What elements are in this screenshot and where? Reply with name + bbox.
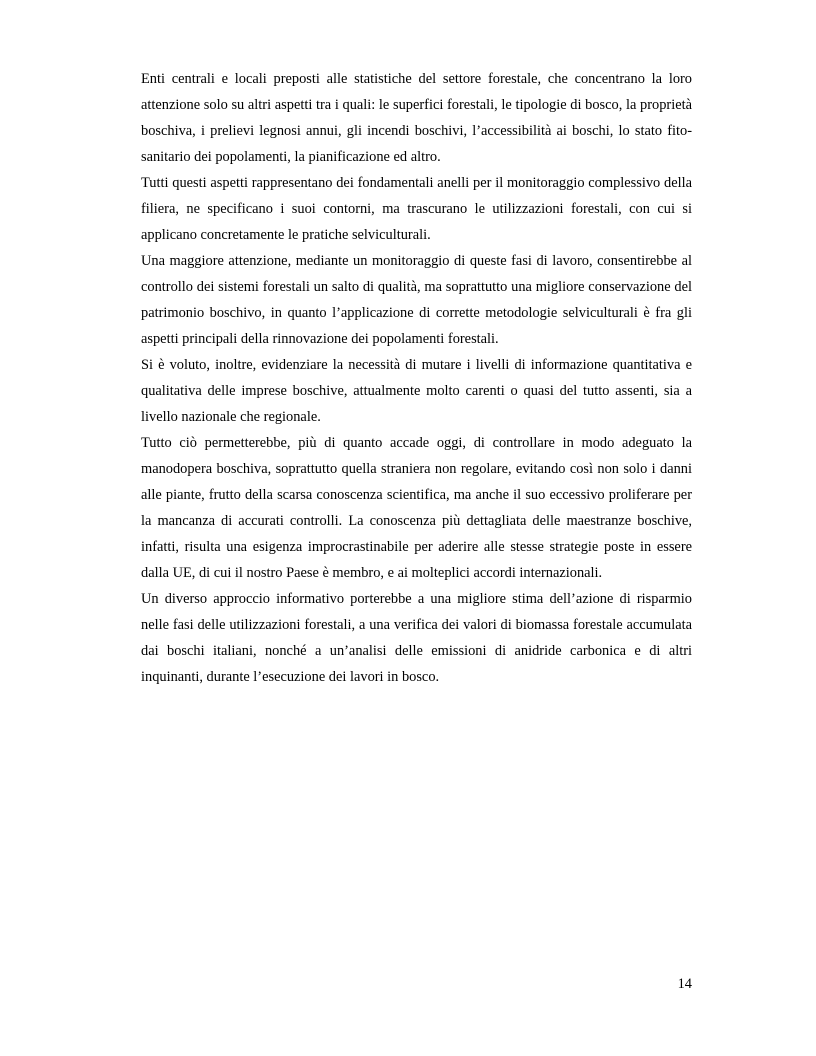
paragraph-1: Enti centrali e locali preposti alle statistiche del settore forestale, che concentrano la loro attenzione solo su altri aspetti tra i quali: le superfici forestali, le tipologie di bosco, la proprietà boschiva, i prelievi legnosi annui, gli incendi boschivi, l’accessibilità ai boschi, lo stato fito-sanitario dei popolamenti, la pianificazione ed altro. — [141, 71, 692, 165]
page-body — [141, 66, 692, 690]
paragraph-6: Un diverso approccio informativo porterebbe a una migliore stima dell’azione di risparmio nelle fasi delle utilizzazioni forestali, a una verifica dei valori di biomassa forestale accumulata dai boschi italiani, nonché a un’analisi delle emissioni di anidride carbonica e di altri inquinanti, durante l’esecuzione dei lavori in bosco. — [141, 591, 692, 685]
paragraph-3: Una maggiore attenzione, mediante un monitoraggio di queste fasi di lavoro, consentirebbe al controllo dei sistemi forestali un salto di qualità, ma soprattutto una migliore conservazione del patrimonio boschivo, in quanto l’applicazione di corrette metodologie selviculturali è fra gli aspetti principali della rinnovazione dei popolamenti forestali. — [141, 253, 692, 347]
page-number: 14 — [677, 976, 692, 992]
paragraph-2: Tutti questi aspetti rappresentano dei fondamentali anelli per il monitoraggio complessivo della filiera, ne specificano i suoi contorni, ma trascurano le utilizzazioni forestali, con cui si applicano concretamente le pratiche selviculturali. — [141, 175, 692, 243]
paragraph-5: Tutto ciò permetterebbe, più di quanto accade oggi, di controllare in modo adeguato la manodopera boschiva, soprattutto quella straniera non regolare, evitando così non solo i danni alle piante, frutto della scarsa conoscenza scientifica, ma anche il suo eccessivo proliferare per la mancanza di accurati controlli. La conoscenza più dettagliata delle maestranze boschive, infatti, risulta una esigenza improcrastinabile per aderire alle stesse strategie poste in essere dalla UE, di cui il nostro Paese è membro, e ai molteplici accordi internazionali. — [141, 435, 692, 581]
paragraph-4: Si è voluto, inoltre, evidenziare la necessità di mutare i livelli di informazione quantitativa e qualitativa delle imprese boschive, attualmente molto carenti o quasi del tutto assenti, sia a livello nazionale che regionale. — [141, 357, 692, 425]
